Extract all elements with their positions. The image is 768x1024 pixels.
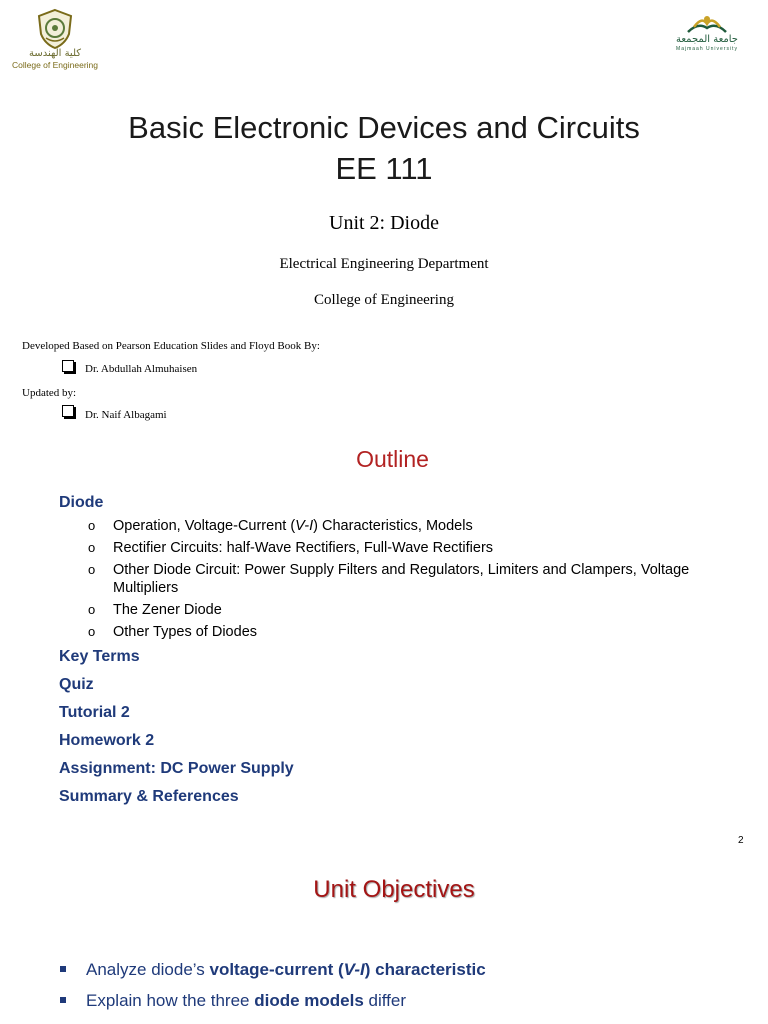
list-item: o The Zener Diode xyxy=(88,602,222,618)
objective-item: Explain how the three diode models differ xyxy=(60,991,406,1011)
list-item: o Other Types of Diodes xyxy=(88,624,258,640)
square-bullet-icon xyxy=(60,997,66,1003)
updated-by-label: Updated by: xyxy=(22,387,77,399)
list-item: o Rectifier Circuits: half-Wave Rectifiers, Full-Wave Rectifiers xyxy=(88,540,494,556)
objective-item: Analyze diode’s voltage-current (V-I) characteristic xyxy=(60,960,486,980)
majmaah-university-logo xyxy=(666,14,748,66)
circle-bullet-icon: o xyxy=(88,518,96,533)
circle-bullet-icon: o xyxy=(88,624,96,639)
college-arabic-name: كلية الهندسة xyxy=(28,48,82,59)
outline-item-homework: Homework 2 xyxy=(59,732,155,749)
college-english-name: College of Engineering xyxy=(12,60,99,70)
outline-item-assignment: Assignment: DC Power Supply xyxy=(59,760,294,777)
course-code: EE 111 xyxy=(335,151,433,186)
developed-by-label: Developed Based on Pearson Education Slides and Floyd Book By: xyxy=(22,340,320,352)
university-book-icon xyxy=(684,14,730,36)
circle-bullet-icon: o xyxy=(88,562,96,577)
course-title: Basic Electronic Devices and Circuits xyxy=(128,110,640,145)
outline-item-key-terms: Key Terms xyxy=(59,648,140,665)
circle-bullet-icon: o xyxy=(88,540,96,555)
developer-name: Dr. Abdullah Almuhaisen xyxy=(85,363,198,375)
outline-heading: Outline xyxy=(356,446,429,472)
square-bullet-icon xyxy=(60,966,66,972)
unit-objectives-heading: Unit Objectives xyxy=(313,876,475,903)
outline-item-quiz: Quiz xyxy=(59,676,94,693)
checkbox-icon xyxy=(62,360,74,372)
outline-item-summary: Summary & References xyxy=(59,788,239,805)
unit-title: Unit 2: Diode xyxy=(329,212,439,234)
college-name: College of Engineering xyxy=(314,292,454,308)
list-item: o Operation, Voltage-Current (V-I) Characteristics, Models xyxy=(88,518,473,534)
circle-bullet-icon: o xyxy=(88,602,96,617)
updater-name: Dr. Naif Albagami xyxy=(85,409,167,421)
college-emblem-icon xyxy=(35,8,75,50)
list-item: o Other Diode Circuit: Power Supply Filters and Regulators, Limiters and Clampers, Voltage Multipliers xyxy=(88,562,690,596)
outline-item-tutorial: Tutorial 2 xyxy=(59,704,130,721)
checkbox-icon xyxy=(62,405,74,417)
college-of-engineering-logo xyxy=(12,8,98,74)
diode-subtopics-list xyxy=(88,517,728,645)
department-name: Electrical Engineering Department xyxy=(279,256,489,272)
university-english-name: Majmaah University xyxy=(676,46,738,52)
university-arabic-name: جامعة المجمعة xyxy=(676,34,738,45)
page-number: 2 xyxy=(738,835,744,846)
outline-item-diode: Diode xyxy=(59,494,104,511)
